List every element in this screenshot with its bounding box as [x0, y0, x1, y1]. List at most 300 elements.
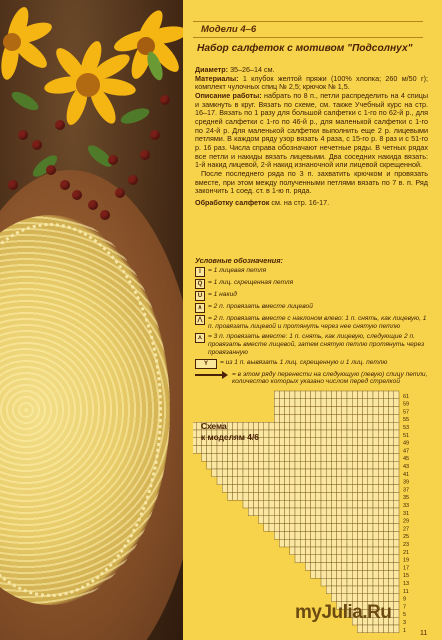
chart-cell — [352, 414, 357, 422]
chart-cell — [326, 485, 331, 493]
chart-cell — [363, 500, 368, 508]
sunflower-2 — [0, 15, 45, 75]
chart-cell — [357, 570, 362, 578]
chart-cell — [305, 555, 310, 563]
chart-cell — [326, 508, 331, 516]
chart-cell — [264, 500, 269, 508]
chart-cell — [295, 407, 300, 415]
chart-cell — [368, 430, 373, 438]
chart-cell — [295, 508, 300, 516]
chart-cell — [394, 516, 399, 524]
chart-cell — [373, 524, 378, 532]
chart-cell — [352, 570, 357, 578]
chart-cell — [378, 586, 383, 594]
chart-cell — [326, 391, 331, 399]
chart-cell — [285, 461, 290, 469]
chart-cell — [378, 430, 383, 438]
chart-cell — [368, 563, 373, 571]
site-logo[interactable]: myJulia.Ru — [295, 602, 392, 623]
chart-cell — [238, 485, 243, 493]
chart-cell — [279, 407, 284, 415]
chart-cell — [279, 446, 284, 454]
chart-cell — [264, 453, 269, 461]
chart-cell — [394, 492, 399, 500]
chart-cell — [331, 414, 336, 422]
chart-cell — [331, 485, 336, 493]
chart-cell — [368, 461, 373, 469]
chart-cell — [394, 414, 399, 422]
chart-cell — [368, 594, 373, 602]
chart-cell — [316, 446, 321, 454]
edge-value: см. на стр. 16-17. — [271, 197, 330, 207]
chart-cell — [279, 461, 284, 469]
chart-cell — [337, 446, 342, 454]
chart-cell — [321, 500, 326, 508]
chart-cell — [337, 461, 342, 469]
chart-cell — [285, 407, 290, 415]
chart-cell — [321, 508, 326, 516]
chart-cell — [383, 524, 388, 532]
chart-cell — [378, 563, 383, 571]
chart-cell — [300, 399, 305, 407]
chart-cell — [321, 485, 326, 493]
chart-cell — [337, 594, 342, 602]
chart-cell — [368, 578, 373, 586]
chart-cell — [269, 485, 274, 493]
chart-cell — [373, 485, 378, 493]
chart-cell — [290, 547, 295, 555]
chart-cell — [316, 461, 321, 469]
chart-cell — [337, 508, 342, 516]
chart-cell — [321, 430, 326, 438]
chart-cell — [363, 508, 368, 516]
chart-cell — [227, 477, 232, 485]
chart-cell — [337, 391, 342, 399]
chart-cell — [337, 500, 342, 508]
chart-cell — [259, 446, 264, 454]
chart-cell — [274, 414, 279, 422]
chart-cell — [300, 500, 305, 508]
chart-cell — [279, 391, 284, 399]
chart-cell — [274, 407, 279, 415]
chart-cell — [352, 586, 357, 594]
chart-cell — [259, 492, 264, 500]
chart-cell — [321, 414, 326, 422]
chart-cell — [352, 547, 357, 555]
chart-cell — [311, 555, 316, 563]
chart-cell — [311, 508, 316, 516]
chart-cell — [383, 446, 388, 454]
legend-item: Q = 1 лиц. скрещенная петля — [195, 279, 430, 289]
chart-cell — [316, 516, 321, 524]
chart-cell — [383, 563, 388, 571]
row-number: 1 — [403, 627, 407, 634]
chart-cell — [248, 492, 253, 500]
chart-cell — [337, 555, 342, 563]
chart-cell — [295, 422, 300, 430]
chart-cell — [326, 446, 331, 454]
chart-cell — [363, 438, 368, 446]
row-number: 5 — [403, 612, 407, 619]
chart-cell — [394, 407, 399, 415]
chart-cell — [279, 524, 284, 532]
chart-cell — [311, 563, 316, 571]
chart-cell — [285, 500, 290, 508]
row-number: 15 — [403, 573, 410, 580]
chart-cell — [248, 469, 253, 477]
row-number: 47 — [403, 448, 410, 455]
chart-cell — [347, 539, 352, 547]
chart-cell — [274, 524, 279, 532]
chart-cell — [363, 430, 368, 438]
chart-cell — [290, 422, 295, 430]
chart-cell — [290, 453, 295, 461]
chart-cell — [352, 516, 357, 524]
chart-cell — [383, 625, 388, 633]
chart-cell — [274, 469, 279, 477]
chart-cell — [290, 508, 295, 516]
chart-cell — [326, 407, 331, 415]
chart-cell — [300, 391, 305, 399]
chart-cell — [342, 570, 347, 578]
chart-cell — [394, 477, 399, 485]
chart-cell — [383, 586, 388, 594]
chart-cell — [238, 477, 243, 485]
chart-cell — [290, 469, 295, 477]
chart-cell — [394, 563, 399, 571]
chart-cell — [378, 407, 383, 415]
chart-cell — [331, 578, 336, 586]
row-number: 25 — [403, 534, 410, 541]
chart-cell — [383, 594, 388, 602]
chart-cell — [300, 461, 305, 469]
chart-cell — [311, 516, 316, 524]
chart-cell — [331, 539, 336, 547]
chart-cell — [264, 430, 269, 438]
chart-row-numbers — [403, 394, 409, 634]
chart-cell — [305, 422, 310, 430]
chart-cell — [321, 461, 326, 469]
chart-cell — [337, 414, 342, 422]
chart-cell — [196, 446, 201, 454]
chart-cell — [389, 508, 394, 516]
chart-cell — [378, 539, 383, 547]
materials-label: Материалы: — [195, 73, 239, 83]
chart-cell — [394, 625, 399, 633]
chart-cell — [357, 516, 362, 524]
materials-value: 1 клубок желтой пряжи (100% хлопка; 260 м/50 г); комплект чулочных спиц № 2,5; крючок № 1,5. — [195, 73, 428, 92]
chart-cell — [394, 399, 399, 407]
chart-cell — [337, 485, 342, 493]
chart-cell — [285, 430, 290, 438]
chart-cell — [279, 422, 284, 430]
chart-cell — [383, 407, 388, 415]
chart-cell — [373, 461, 378, 469]
row-number: 21 — [403, 549, 410, 556]
chart-cell — [373, 555, 378, 563]
chart-cell — [363, 625, 368, 633]
chart-cell — [389, 407, 394, 415]
chart-cell — [222, 469, 227, 477]
chart-cell — [378, 524, 383, 532]
chart-cell — [201, 446, 206, 454]
legend-item: ∧ = 2 п. провязать вместе лицевой — [195, 303, 430, 313]
chart-cell — [217, 461, 222, 469]
chart-cell — [378, 625, 383, 633]
chart-cell — [222, 446, 227, 454]
chart-cell — [243, 469, 248, 477]
row-number: 57 — [403, 409, 410, 416]
row-number: 23 — [403, 541, 410, 548]
chart-cell — [373, 438, 378, 446]
chart-cell — [227, 492, 232, 500]
chart-cell — [352, 469, 357, 477]
chart-cell — [274, 508, 279, 516]
chart-cell — [253, 461, 258, 469]
chart-cell — [331, 461, 336, 469]
chart-cell — [342, 469, 347, 477]
chart-cell — [383, 422, 388, 430]
chart-cell — [373, 469, 378, 477]
chart-cell — [212, 461, 217, 469]
chart-cell — [311, 461, 316, 469]
chart-cell — [347, 477, 352, 485]
chart-cell — [373, 578, 378, 586]
chart-cell — [337, 430, 342, 438]
chart-cell — [311, 391, 316, 399]
chart-cell — [368, 625, 373, 633]
chart-cell — [383, 414, 388, 422]
chart-cell — [378, 453, 383, 461]
chart-cell — [233, 469, 238, 477]
chart-cell — [311, 438, 316, 446]
chart-cell — [295, 524, 300, 532]
chart-cell — [285, 508, 290, 516]
chart-cell — [285, 477, 290, 485]
chart-cell — [305, 508, 310, 516]
chart-cell — [316, 453, 321, 461]
chart-cell — [269, 461, 274, 469]
chart-cell — [389, 578, 394, 586]
chart-cell — [316, 485, 321, 493]
chart-cell — [316, 430, 321, 438]
chart-cell — [352, 563, 357, 571]
chart-cell — [357, 485, 362, 493]
chart-cell — [368, 438, 373, 446]
chart-cell — [373, 399, 378, 407]
chart-cell — [311, 547, 316, 555]
ssk-icon: ⋀ — [195, 315, 205, 325]
arrow-right-icon — [195, 371, 229, 379]
chart-cell — [295, 461, 300, 469]
chart-cell — [331, 391, 336, 399]
chart-cell — [352, 555, 357, 563]
chart-cell — [378, 461, 383, 469]
chart-cell — [248, 485, 253, 493]
chart-cell — [295, 469, 300, 477]
chart-cell — [259, 430, 264, 438]
chart-cell — [305, 399, 310, 407]
chart-cell — [300, 524, 305, 532]
chart-cell — [383, 555, 388, 563]
chart-cell — [326, 563, 331, 571]
chart-cell — [383, 539, 388, 547]
chart-cell — [285, 438, 290, 446]
chart-cell — [394, 446, 399, 454]
chart-cell — [279, 430, 284, 438]
chart-cell — [290, 391, 295, 399]
chart-cell — [321, 477, 326, 485]
chart-cell — [290, 539, 295, 547]
chart-cell — [347, 516, 352, 524]
chart-cell — [352, 500, 357, 508]
chart-cell — [259, 500, 264, 508]
chart-cell — [331, 594, 336, 602]
chart-cell — [295, 547, 300, 555]
chart-cell — [342, 430, 347, 438]
chart-cell — [394, 422, 399, 430]
chart-cell — [357, 524, 362, 532]
chart-cell — [352, 430, 357, 438]
chart-cell — [394, 524, 399, 532]
chart-cell — [274, 422, 279, 430]
chart-cell — [305, 391, 310, 399]
chart-cell — [368, 399, 373, 407]
chart-cell — [342, 422, 347, 430]
chart-cell — [233, 492, 238, 500]
chart-cell — [368, 547, 373, 555]
chart-cell — [279, 438, 284, 446]
chart-cell — [347, 430, 352, 438]
chart-cell — [300, 414, 305, 422]
chart-cell — [217, 453, 222, 461]
chart-cell — [269, 469, 274, 477]
chart-cell — [321, 539, 326, 547]
chart-cell — [274, 485, 279, 493]
chart-cell — [383, 516, 388, 524]
chart-cell — [269, 446, 274, 454]
chart-cell — [311, 485, 316, 493]
chart-cell — [383, 485, 388, 493]
chart-cell — [337, 586, 342, 594]
chart-cell — [243, 461, 248, 469]
chart-cell — [347, 469, 352, 477]
chart-cell — [357, 461, 362, 469]
chart-cell — [331, 446, 336, 454]
chart-cell — [363, 391, 368, 399]
legend-item: U = 1 накид — [195, 291, 430, 301]
chart-cell — [394, 594, 399, 602]
chart-cell — [279, 399, 284, 407]
chart-cell — [342, 586, 347, 594]
chart-cell — [389, 570, 394, 578]
chart-cell — [305, 438, 310, 446]
chart-cell — [321, 531, 326, 539]
chart-cell — [389, 531, 394, 539]
chart-cell — [373, 539, 378, 547]
chart-cell — [352, 531, 357, 539]
chart-cell — [264, 485, 269, 493]
chart-cell — [316, 570, 321, 578]
chart-cell — [321, 438, 326, 446]
chart-cell — [342, 461, 347, 469]
chart-cell — [316, 500, 321, 508]
chart-cell — [373, 422, 378, 430]
chart-cell — [378, 500, 383, 508]
row-number: 31 — [403, 510, 410, 517]
chart-cell — [363, 422, 368, 430]
chart-cell — [342, 399, 347, 407]
chart-cell — [342, 492, 347, 500]
chart-cell — [295, 500, 300, 508]
chart-cell — [285, 539, 290, 547]
row-number: 29 — [403, 518, 410, 525]
pattern-description — [195, 66, 428, 208]
chart-cell — [311, 399, 316, 407]
chart-cell — [321, 492, 326, 500]
chart-cell — [295, 391, 300, 399]
chart-cell — [394, 547, 399, 555]
schema-title-line2: к моделям 4/6 — [201, 432, 259, 442]
chart-cell — [368, 586, 373, 594]
chart-cell — [321, 469, 326, 477]
chart-cell — [331, 508, 336, 516]
chart-cell — [285, 469, 290, 477]
chart-cell — [347, 446, 352, 454]
chart-cell — [311, 531, 316, 539]
row-number: 51 — [403, 432, 410, 439]
chart-cell — [316, 438, 321, 446]
chart-cell — [274, 477, 279, 485]
chart-cell — [368, 485, 373, 493]
chart-cell — [274, 500, 279, 508]
chart-cell — [347, 461, 352, 469]
chart-cell — [363, 563, 368, 571]
chart-cell — [305, 516, 310, 524]
description-label: Описание работы: — [195, 90, 262, 100]
chart-cell — [274, 492, 279, 500]
row-number: 45 — [403, 456, 410, 463]
chart-cell — [342, 516, 347, 524]
chart-cell — [368, 524, 373, 532]
chart-cell — [316, 547, 321, 555]
chart-cell — [347, 407, 352, 415]
chart-cell — [363, 414, 368, 422]
chart-cell — [347, 586, 352, 594]
chart-cell — [394, 586, 399, 594]
chart-cell — [331, 524, 336, 532]
chart-cell — [279, 414, 284, 422]
chart-cell — [227, 453, 232, 461]
chart-cell — [378, 492, 383, 500]
chart-cell — [347, 524, 352, 532]
chart-cell — [248, 446, 253, 454]
chart-cell — [253, 453, 258, 461]
chart-cell — [389, 539, 394, 547]
chart-cell — [321, 555, 326, 563]
chart-cell — [326, 492, 331, 500]
chart-cell — [352, 539, 357, 547]
chart-cell — [300, 508, 305, 516]
chart-cell — [264, 508, 269, 516]
chart-cell — [352, 524, 357, 532]
chart-cell — [285, 414, 290, 422]
chart-cell — [331, 516, 336, 524]
chart-cell — [347, 500, 352, 508]
chart-cell — [363, 555, 368, 563]
chart-cell — [201, 453, 206, 461]
chart-cell — [357, 547, 362, 555]
